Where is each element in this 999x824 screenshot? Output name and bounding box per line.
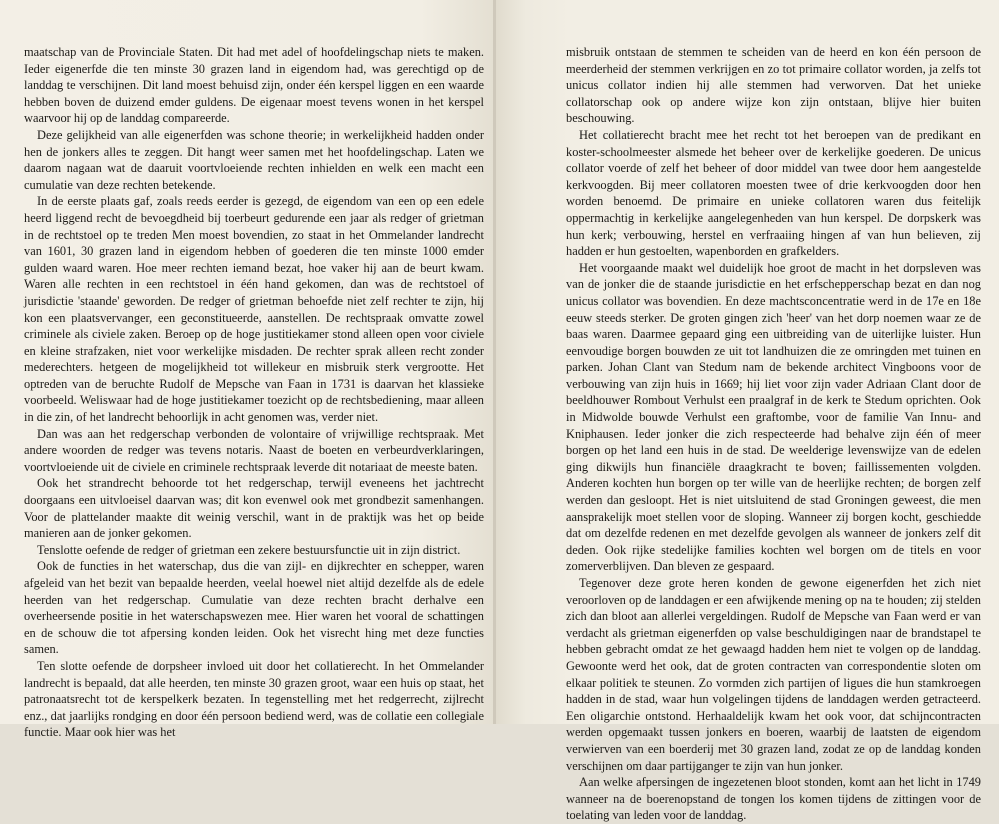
left-paragraph-5: Ook het strandrecht behoorde tot het redgerschap, terwijl eveneens het jachtrecht doorgaans een uitvloeisel daarvan was; dit kon evenwel ook met grondbezit samenhangen. Voor de plattelander maakte dit weinig verschil, want in de praktijk was het op beide manieren aan de jonker gekomen.	[24, 476, 484, 541]
right-paragraph-3: Het voorgaande maakt wel duidelijk hoe groot de macht in het dorpsleven was van de jonker die de staande jurisdictie en het erfschepperschap bezat en dan nog unicus collator was bovendien. En deze machtsconcentratie werd in de 17e en 18e eeuw steeds sterker. De groten gingen zich 'heer' van het dorp noemen waar ze de baas waren. Daarmee gepaard ging een uitbreiding van de uiterlijke luister. Hun eenvoudige borgen bouwden ze uit tot landhuizen die ze omringden met tuinen en parken. Johan Clant van Stedum nam de bekende architect Vingboons voor de verbouwing van zijn huis in 1669; hij liet voor zijn vader Adriaan Clant door de beeldhouwer Rombout Verhulst een praalgraf in de kerk te Stedum oprichten. Ook in Midwolde bouwde Verhulst een graftombe, voor de familie Van Innu- and Kniphausen. Ieder jonker die zich respecteerde had behalve zijn één of meer borgen op het land een huis in de stad. De weelderige levenswijze van de edelen ging dikwijls hun financiële draagkracht te boven; faillissementen volgden. Anderen kochten hun borgen op ter wille van de heerlijke rechten; de borgen zelf werden dan gesloopt. Het is niet uitsluitend de stad Groningen geweest, die men aansprakelijk moet stellen voor de sloping. Wanneer zij borgen kocht, geschiedde dat om dezelfde redenen en met dezelfde gevolgen als wanneer de jonkers zelf dit deden. Ook rijke stedelijke families kochten wel borgen om de titels en voor zomerverblijven. Dan bleven ze gespaard.	[566, 260, 981, 574]
right-paragraph-5: Aan welke afpersingen de ingezetenen bloot stonden, komt aan het licht in 1749 wanneer na de boerenopstand de tongen los komen tijdens de zittingen voor de toelating van leden voor de landdag.	[566, 775, 981, 823]
left-paragraph-2: Deze gelijkheid van alle eigenerfden was schone theorie; in werkelijkheid hadden onder hen de jonkers alles te zeggen. Dit hangt weer samen met het hoofdelingschap. Laten we daarom nagaan wat de daaruit voortvloeiende rechten inhielden en welk een macht een cumulatie van deze rechten betekende.	[24, 127, 484, 192]
right-paragraph-4: Tegenover deze grote heren konden de gewone eigenerfden het zich niet veroorloven op de landdagen er een afwijkende mening op na te houden; zij stelden zich dan bloot aan allerlei vergeldingen. Rudolf de Mepsche van Faan werd er van verdacht als grietman eigenerfden op valse beschuldigingen naar de brandstapel te hebben gebracht omdat ze het gewaagd hadden hem niet te volgen op de landdag. Gewoonte werd het ook, dat de groten contracten van correspondentie sloten om elkaar politiek te steunen. Zo vormden zich partijen of ligues die hun stamkroegen hadden in de stad, waar hun volgelingen tijdens de landdagen werden getracteerd. Een oligarchie ontstond. Herhaaldelijk kwam het ook voor, dat schijncontracten werden opgemaakt tussen jonkers en boeren, waarbij de laatsten de eigendom verwierven van een boerderij met 30 grazen land, zodat ze op de landdag konden verschijnen om daar partijganger te zijn van hun jonker.	[566, 576, 981, 773]
left-paragraph-1: maatschap van de Provinciale Staten. Dit had met adel of hoofdelingschap niets te maken. Ieder eigenerfde die ten minste 30 grazen land in eigendom had, was gerechtigd op de landdag te verschijnen. Dit land moest behuisd zijn, onder één kerspel liggen en een waarde hebben boven de duizend emder guldens. De eigenaar moest tevens wonen in het kerspel waarvoor hij op de landdag compareerde.	[24, 45, 484, 126]
left-page	[0, 0, 494, 740]
left-paragraph-8: Ten slotte oefende de dorpsheer invloed uit door het collatierecht. In het Ommelander landrecht is bepaald, dat alle heerden, ten minste 30 grazen groot, waar een huis op staat, het patronaatsrecht tot de kerspelkerk bezaten. In tegenstelling met het redgerrecht, zijlrecht enz., dat jaarlijks rondging en door één persoon bediend werd, was de collatie een collegiale functie. Maar ook hier was het	[24, 658, 484, 740]
left-paragraph-6: Tenslotte oefende de redger of grietman een zekere bestuursfunctie uit in zijn district.	[37, 542, 461, 557]
left-paragraph-7: Ook de functies in het waterschap, dus die van zijl- en dijkrechter en schepper, waren afgeleid van het bezit van bepaalde heerden, veelal hoewel niet altijd dezelfde als de edele heerden van het redgerschap. Cumulatie van deze rechten bracht derhalve een overheersende positie in het waterschapswezen mee. Hier waren het vooral de schattingen en de schouw die tot afpersing konden leiden. Ook het visrecht hing met deze functies samen.	[24, 559, 484, 657]
left-paragraph-4: Dan was aan het redgerschap verbonden de volontaire of vrijwillige rechtspraak. Met andere woorden de redger was tevens notaris. Naast de boeten en verbeurdverklaringen, voortvloeiende uit de civiele en criminele rechtspraak leverde dit notariaat de meeste baten.	[24, 426, 484, 474]
left-paragraph-3: In de eerste plaats gaf, zoals reeds eerder is gezegd, de eigendom van een op een edele heerd liggend recht de bevoegdheid bij toerbeurt gedurende een jaar als redger of grietman in de rechtstoel op te treden Men moest bovendien, zo staat in het Ommelander landrecht van 1601, 30 grazen land in eigendom hebben of goederen die ten minste 1000 emder gulden waard waren. Hoe meer rechten iemand bezat, hoe vaker hij aan de beurt kwam. Waren alle rechten in een rechtstoel in één hand gekomen, dan was de rechtstoel of jurisdictie 'staande' geworden. De redger of grietman behoefde niet zelf rechter te zijn, hij kon een plaatsvervanger, een geconstitueerde, aanstellen. De rechtspraak omvatte zowel criminele als civiele zaken. Beroep op de hoge justitiekamer stond alleen open voor civiele en kleine strafzaken, niet voor werkelijke misdaden. De rechter sprak alleen recht zonder mederechters. hetgeen de mogelijkheid tot willekeur en misbruik sterk vergrootte. Het optreden van de beruchte Rudolf de Mepsche van Faan in 1731 is daarvan het klassieke voorbeeld. Weliswaar had de hoge justitiekamer toezicht op de rechtsbediening, maar alleen in die zin, of het landrecht behoorlijk in acht genomen was, verder niet.	[24, 194, 484, 425]
right-page	[496, 0, 999, 823]
right-paragraph-1: misbruik ontstaan de stemmen te scheiden van de heerd en kon één persoon de meerderheid der stemmen verkrijgen en zo tot primaire collator worden, ja zelfs tot unicus collator indien hij alle stemmen had verworven. Dat het unieke collatorschap ook op andere wijze kon zijn ontstaan, blijve hier buiten beschouwing.	[566, 45, 981, 126]
right-paragraph-2: Het collatierecht bracht mee het recht tot het beroepen van de predikant en koster-schoolmeester alsmede het beheer over de kerkelijke goederen. De unicus collator voerde of zelf het beheer of door middel van twee door hem aangestelde kerkvoogden. Bij meer collatoren moesten twee of drie kerkvoogden door hen worden benoemd. De primaire en unieke collatoren waren dus feitelijk oppermachtig in kerkelijke aangelegenheden van hun kerspel. De dorpskerk was hun kerk; verbouwing, herstel en verfraaiing hingen af van hun believen, zij hadden er hun gestoelten, wapenborden en grafkelders.	[566, 127, 981, 259]
